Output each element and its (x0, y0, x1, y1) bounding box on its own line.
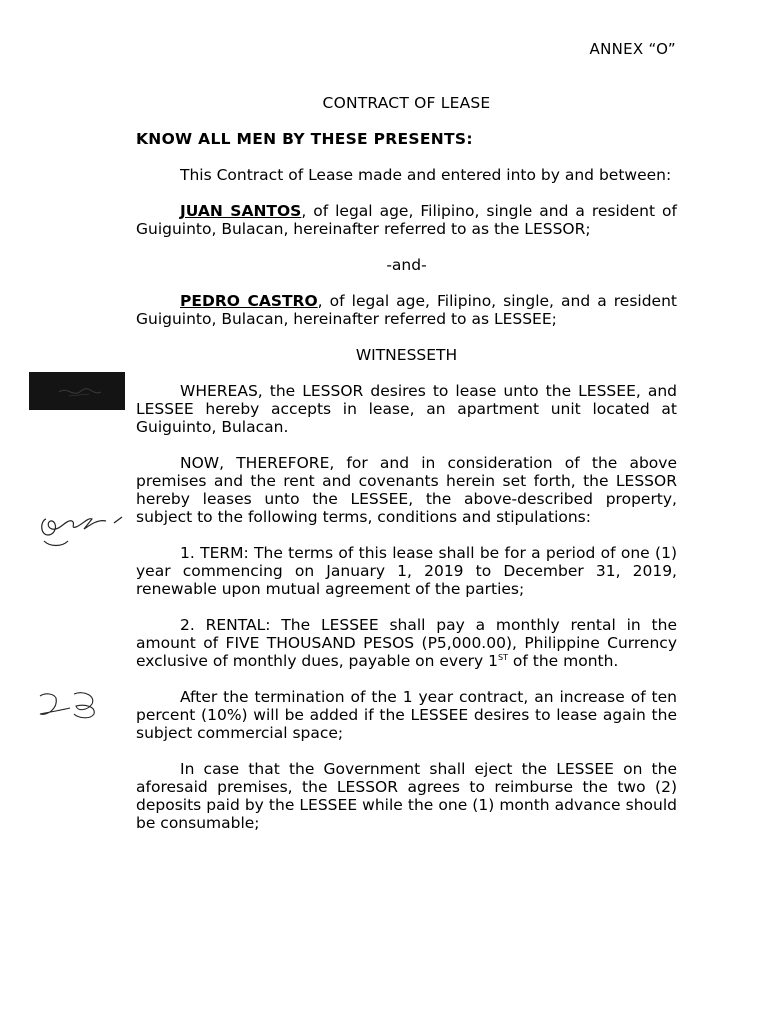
increase-paragraph: After the termination of the 1 year contract, an increase of ten percent (10%) will be added if the LESSEE desires to lease again the subject commercial space; (136, 688, 677, 742)
lessee-paragraph (136, 292, 677, 328)
annex-label: ANNEX “O” (589, 40, 676, 58)
witnesseth-heading: WITNESSETH (355, 346, 458, 364)
now-therefore-paragraph: NOW, THEREFORE, for and in consideration of the above premises and the rent and covenants herein set forth, the LESSOR hereby leases unto the LESSEE, the above-described property, subject to the following terms, conditions and stipulations: (136, 454, 677, 526)
term-clause: 1. TERM: The terms of this lease shall be for a period of one (1) year commencing on January 1, 2019 to December 31, 2019, renewable upon mutual agreement of the parties; (136, 544, 677, 598)
eject-paragraph: In case that the Government shall eject the LESSEE on the aforesaid premises, the LESSOR agrees to reimburse the two (2) deposits paid by the LESSEE while the one (1) month advance should be consumable; (136, 760, 677, 832)
signature-scribble-icon (29, 372, 125, 410)
and-separator: -and- (386, 256, 427, 274)
lessor-name: JUAN SANTOS (180, 202, 302, 220)
rental-clause (136, 616, 677, 670)
handwritten-initials-icon (36, 505, 132, 551)
whereas-paragraph: WHEREAS, the LESSOR desires to lease unto the LESSEE, and LESSEE hereby accepts in lease, an apartment unit located at Guiguinto, Bulacan. (136, 382, 677, 436)
rental-text-end: of the month. (507, 652, 619, 670)
lessee-name: PEDRO CASTRO (180, 292, 318, 310)
intro-paragraph: This Contract of Lease made and entered into by and between: (180, 166, 672, 184)
document-body (136, 94, 677, 850)
handwritten-initials-icon (34, 684, 104, 724)
rental-superscript: ST (497, 652, 508, 662)
redacted-signature-box (29, 372, 125, 410)
lessee-text: , of legal age, Filipino, single, and a resident Guiguinto, Bulacan, hereinafter referred to as LESSEE; (136, 292, 677, 328)
lessor-text: , of legal age, Filipino, single and a resident of Guiguinto, Bulacan, hereinafter referred to as the LESSOR; (136, 202, 677, 238)
rental-text: 2. RENTAL: The LESSEE shall pay a monthly rental in the amount of FIVE THOUSAND PESOS (P5,000.00), Philippine Currency exclusive of monthly dues, payable on every 1 (136, 616, 677, 670)
know-all-heading: KNOW ALL MEN BY THESE PRESENTS: (136, 130, 473, 148)
lessor-paragraph (136, 202, 677, 238)
initials-signature-2 (34, 684, 104, 728)
document-title: CONTRACT OF LEASE (322, 94, 491, 112)
initials-signature-1 (36, 505, 132, 555)
